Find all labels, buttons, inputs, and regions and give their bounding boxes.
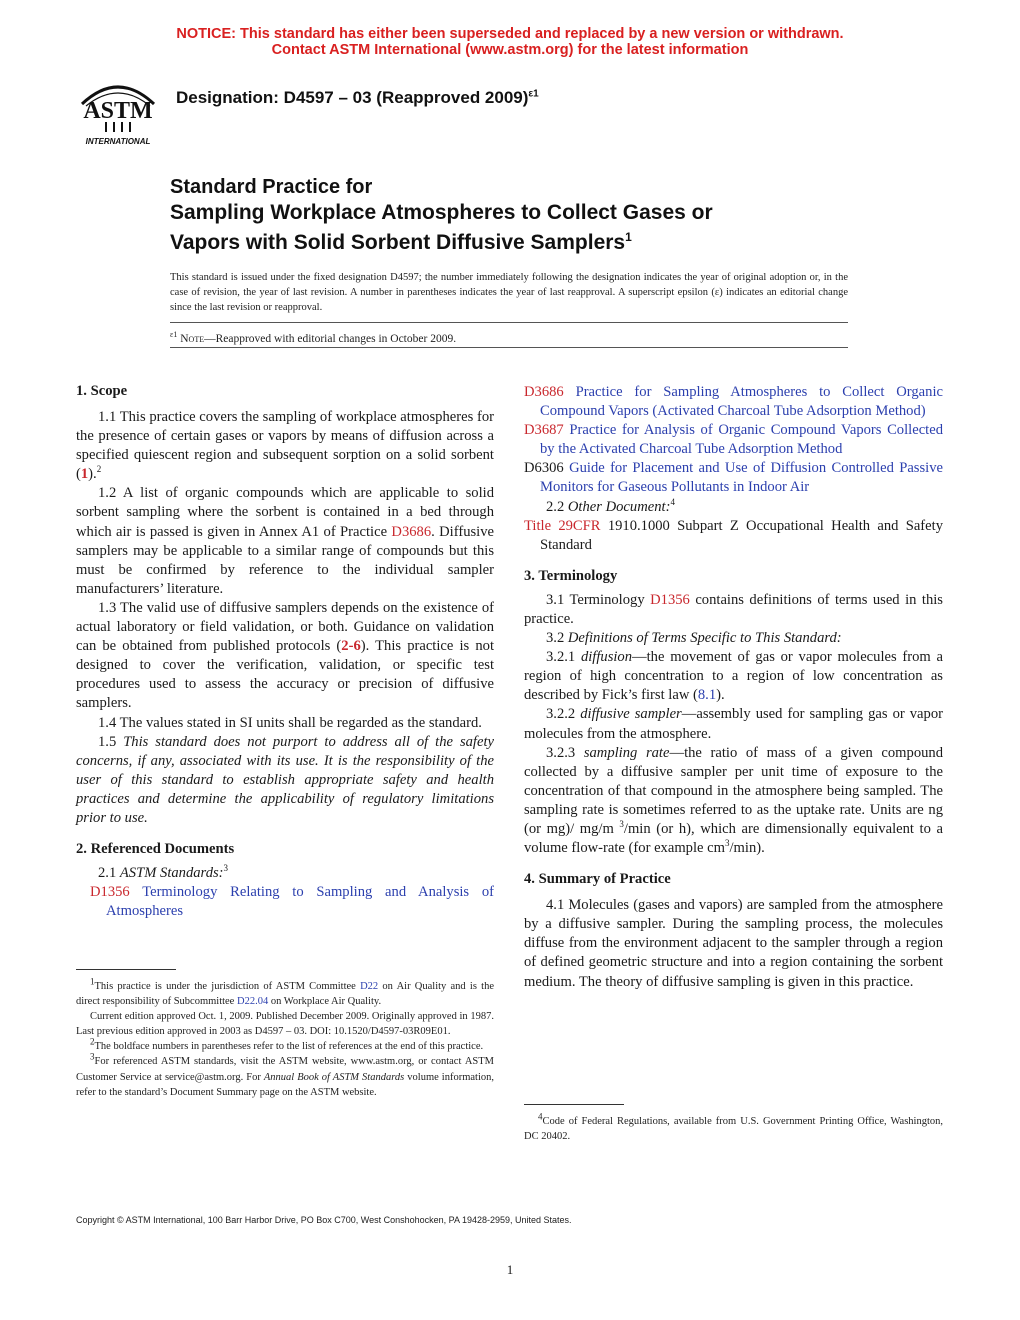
link-8-1[interactable]: 8.1 <box>697 687 717 704</box>
title-line-2: Sampling Workplace Atmospheres to Collect Gases or <box>170 201 713 224</box>
ref-d3686 <box>524 383 943 421</box>
para-4-1: 4.1 Molecules (gases and vapors) are sampled from the atmosphere by a diffusive sampler. During the sampling process, the molecules diffuse from the environment adjacent to the sampler through a region of defined geometric structure and into a region containing the sorbent medium. The theory of diffusive sampling is given in this practice. <box>524 897 943 990</box>
epsilon-note <box>170 330 456 345</box>
footnote-2: $^2$The boldface numbers in parentheses refer to the list of references at the end of this practice. <box>90 1036 484 1053</box>
ref-d3687-title[interactable]: Practice for Analysis of Organic Compound Vapors Collected by the Activated Charcoal Tube Adsorption Method <box>540 422 944 458</box>
ref-title29: Title 29CFR 1910.1000 Subpart Z Occupational Health and Safety Standard <box>524 517 943 553</box>
ref-link-1[interactable]: 1 <box>80 466 89 483</box>
note-label: Note <box>180 332 205 345</box>
section-3-heading: 3. Terminology <box>524 567 618 584</box>
title29-code[interactable]: Title 29CFR <box>524 517 601 534</box>
para-3-2-2: 3.2.2 diffusive sampler—assembly used for sampling gas or vapor molecules from the atmosphere. <box>524 706 943 742</box>
para-2-2: 2.2 Other Document:$^4$ <box>546 496 675 515</box>
footnotes-right <box>524 1111 943 1144</box>
para-1-3: 1.3 The valid use of diffusive samplers depends on the existence of actual laboratory or field validation, or both. Guidance on validation can be obtained from published protocols (2-6). This practice is not designed to cover the verification, validation, or specific test procedures used to assess the accuracy or precision of diffusive samplers. <box>76 599 494 712</box>
divider-bottom <box>170 347 848 348</box>
astm-logo-icon <box>76 76 160 148</box>
link-d1356[interactable]: D1356 <box>650 591 690 608</box>
para-3-1: 3.1 Terminology D1356 contains definitions of terms used in this practice. <box>524 591 943 627</box>
section-4-heading: 4. Summary of Practice <box>524 871 671 888</box>
logo-subtext: INTERNATIONAL <box>85 137 151 146</box>
astm-logo <box>76 76 160 148</box>
document-title <box>170 175 713 255</box>
designation <box>176 88 539 108</box>
left-column <box>76 382 494 921</box>
preamble: This standard is issued under the fixed designation D4597; the number immediately following the designation indicates the year of original adoption or, in the case of revision, the year of last revision. A number in parentheses indicates the year of last reapproval. A superscript epsilon (ε) indicates an editorial change since the last revision or reapproval. <box>170 272 848 313</box>
page-number: 1 <box>506 1262 514 1277</box>
footnote-1-edition: Current edition approved Oct. 1, 2009. Published December 2009. Originally approved in 1987. Last previous edition approved in 2003 as D4597 – 03. DOI: 10.1520/D4597-03R09E01. <box>76 1011 494 1038</box>
link-d3686[interactable]: D3686 <box>391 523 432 540</box>
title-line-1: Standard Practice for <box>170 176 373 198</box>
footnotes-left <box>76 976 494 1100</box>
section-1-heading: 1. Scope <box>76 383 128 399</box>
para-1-5: 1.5 This standard does not purport to address all of the safety concerns, if any, associated with its use. It is the responsibility of the user of this standard to establish appropriate safety and health practices and determine the applicability of regulatory limitations prior to use. <box>76 733 494 826</box>
ref-d3687-code[interactable]: D3687 <box>524 422 564 439</box>
title-line-3: Vapors with Solid Sorbent Diffusive Samplers <box>170 231 626 254</box>
logo-text: ASTM <box>83 98 153 124</box>
para-1-4: 1.4 The values stated in SI units shall be regarded as the standard. <box>98 714 482 731</box>
ref-d3687 <box>524 421 943 459</box>
ref-d3686-code[interactable]: D3686 <box>524 384 564 400</box>
designation-epsilon: ε1 <box>528 88 539 100</box>
ref-d1356 <box>90 883 494 921</box>
footnote-rule-right <box>524 1104 624 1105</box>
link-d22[interactable]: D22 <box>360 981 379 992</box>
footnote-3: $^3$For referenced ASTM standards, visit the ASTM website, www.astm.org, or contact ASTM Customer Service at service@astm.org. For Annual Book of ASTM Standards volume information, refer to the standard’s Document Summary page on the ASTM website. <box>76 1051 494 1098</box>
link-d2204[interactable]: D22.04 <box>236 996 269 1008</box>
withdrawal-notice <box>0 26 1020 58</box>
para-1-2: 1.2 A list of organic compounds which are applicable to solid sorbent sampling where the sorbent is contained in a bed through which air is passed is given in Annex A1 of Practice D3686. Diffusive samplers may be applicable to a similar range of compounds but this must be confirmed by reference to the individual sampler manufacturers’ literature. <box>76 485 494 597</box>
ref-d6306-code: D6306 <box>524 460 564 477</box>
para-3-2: 3.2 Definitions of Terms Specific to This Standard: <box>546 630 842 647</box>
notice-line-1: NOTICE: This standard has either been superseded and replaced by a new version or withdrawn. <box>176 26 844 42</box>
note-epsilon: ε1 <box>170 330 178 339</box>
ref-d3686-title[interactable]: Practice for Sampling Atmospheres to Collect Organic Compound Vapors (Activated Charcoal Tube Adsorption Method) <box>540 384 943 420</box>
ref-link-2-6[interactable]: 2-6 <box>341 638 361 655</box>
ref-d1356-title[interactable]: Terminology Relating to Sampling and Analysis of Atmospheres <box>106 884 494 920</box>
note-text: —Reapproved with editorial changes in October 2009. <box>204 332 457 345</box>
footnote-4: $^4$Code of Federal Regulations, available from U.S. Government Printing Office, Washington, DC 20402. <box>524 1111 943 1143</box>
section-2-heading: 2. Referenced Documents <box>76 841 235 858</box>
para-2-1: 2.1 ASTM Standards:$^3$ <box>98 863 229 882</box>
designation-text: Designation: D4597 – 03 (Reapproved 2009) <box>176 88 529 107</box>
right-column <box>524 383 943 992</box>
divider-top <box>170 322 848 323</box>
footnote-rule-left <box>76 969 176 970</box>
ref-d6306-title[interactable]: Guide for Placement and Use of Diffusion Controlled Passive Monitors for Gaseous Pollutants in Indoor Air <box>540 460 943 496</box>
ref-d1356-code[interactable]: D1356 <box>90 884 130 901</box>
para-3-2-1: 3.2.1 diffusion—the movement of gas or vapor molecules from a region of high concentration to a region of low concentration as described by Fick’s first law (8.1). <box>524 649 943 704</box>
copyright: Copyright © ASTM International, 100 Barr Harbor Drive, PO Box C700, West Conshohocken, PA 19428-2959, United States. <box>76 1215 572 1225</box>
footnote-1: $^1$This practice is under the jurisdiction of ASTM Committee D22 on Air Quality and is the direct responsibility of Subcommittee D22.04 on Workplace Air Quality. <box>76 976 494 1008</box>
para-3-2-3: 3.2.3 sampling rate—the ratio of mass of a given compound collected by a diffusive sampler per unit time of exposure to the concentration of that compound in the atmosphere being sampled. The sampling rate is sometimes referred to as the uptake rate. Units are ng (or mg)/ mg/m $^3$/min (or h), which are dimensionally equivalent to a volume flow-rate (for example $cm^3/\min$). <box>524 744 944 857</box>
para-1-1: 1.1 This practice covers the sampling of workplace atmospheres for the presence of certain gases or vapors by means of diffusion across a specified quiescent region and subsequent sorption on a solid sorbent (1).$^2$ <box>76 409 494 483</box>
notice-line-2: Contact ASTM International (www.astm.org) for the latest information <box>271 42 749 58</box>
title-footnote-mark: 1 <box>625 230 632 244</box>
ref-d6306 <box>524 459 943 497</box>
